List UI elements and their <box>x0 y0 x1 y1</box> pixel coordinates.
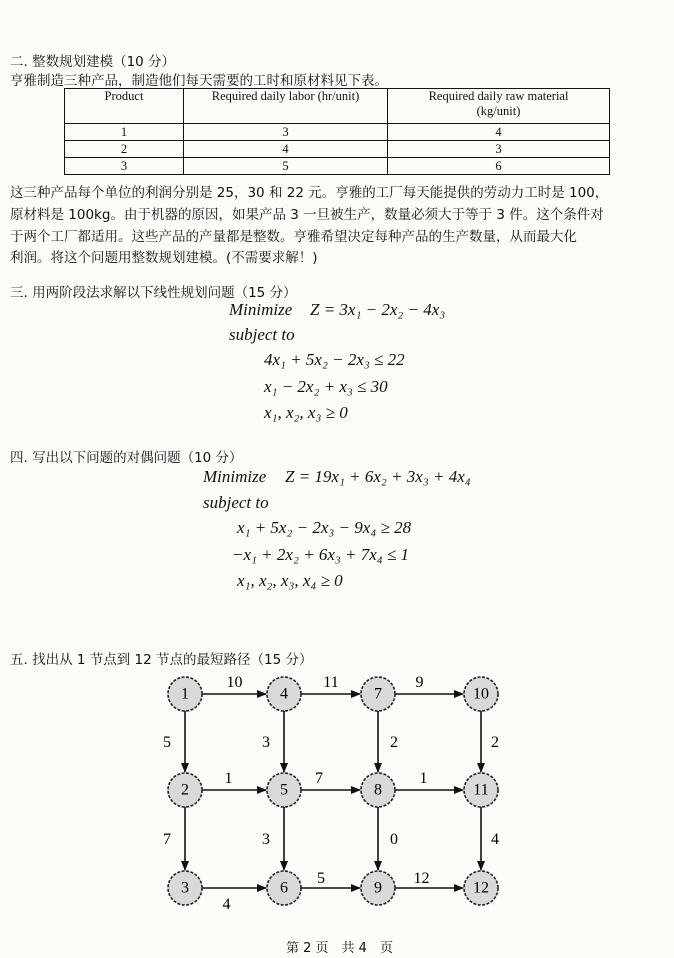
table-header-row <box>65 89 610 124</box>
table-row <box>65 141 610 158</box>
edge-weight-4-5: 3 <box>262 734 270 751</box>
edge-weight-7-10: 9 <box>415 674 424 691</box>
node-label: 7 <box>374 685 382 703</box>
node-label: 9 <box>374 879 382 897</box>
edge-weight-5-6: 3 <box>262 831 270 848</box>
edge-weight-9-12: 12 <box>413 870 430 887</box>
q2-body-line-3: 于两个工厂都适用。这些产品的产量都是整数。亨雅希望决定每种产品的生产数量，从而最大化 <box>10 229 577 245</box>
q4-constraint-2: −x₁ + 2x₂ + 6x₃ + 7x₄ ≤ 1 <box>232 545 410 564</box>
node-10 <box>464 677 498 711</box>
header-material-line2: (kg/unit) <box>476 104 521 118</box>
node-8 <box>361 773 395 807</box>
header-material-line1: Required daily raw material <box>428 89 569 103</box>
q2-body-line-2: 原材料是 100kg。由于机器的原因，如果产品 3 一旦被生产，数量必须大于等于 3 件。这个条件对 <box>10 207 604 223</box>
q3-subject-to: subject to <box>229 325 295 344</box>
q2-body-line-4: 利润。将这个问题用整数规划建模。(不需要求解！) <box>10 250 318 266</box>
table-row <box>65 158 610 175</box>
q4-nonneg: x₁, x₂, x₃, x₄ ≥ 0 <box>237 571 343 590</box>
node-label: 5 <box>280 781 288 799</box>
node-label: 11 <box>473 781 489 799</box>
edge-weight-10-11: 2 <box>491 734 499 751</box>
header-product: Product <box>65 89 184 124</box>
edge-weight-6-9: 5 <box>317 870 325 887</box>
edge-weight-4-7: 11 <box>323 674 339 691</box>
q3-constraint-2: x₁ − 2x₂ + x₃ ≤ 30 <box>264 377 388 396</box>
node-label: 2 <box>181 781 189 799</box>
q3-minimize-label: Minimize <box>229 300 293 319</box>
q2-body-line-1: 这三种产品每个单位的利润分别是 25，30 和 22 元。亨雅的工厂每天能提供的劳动力工时是 100， <box>10 185 609 201</box>
q3-nonneg: x₁, x₂, x₃ ≥ 0 <box>264 403 348 422</box>
header-material <box>388 89 610 124</box>
header-labor: Required daily labor (hr/unit) <box>184 89 388 124</box>
q3-constraint-1: 4x₁ + 5x₂ − 2x₃ ≤ 22 <box>264 350 405 369</box>
q3-heading: 三. 用两阶段法求解以下线性规划问题（15 分） <box>10 285 297 301</box>
node-11 <box>464 773 498 807</box>
edge-weight-8-9: 0 <box>390 831 398 848</box>
node-label: 8 <box>374 781 382 799</box>
table-cell: 4 <box>388 124 610 141</box>
edge-weight-8-11: 1 <box>419 770 428 787</box>
node-label: 12 <box>473 879 489 897</box>
table-cell: 6 <box>388 158 610 175</box>
node-6 <box>267 871 301 905</box>
q4-constraint-1: x₁ + 5x₂ − 2x₃ − 9x₄ ≥ 28 <box>237 518 412 537</box>
table-cell: 3 <box>388 141 610 158</box>
node-9 <box>361 871 395 905</box>
node-label: 10 <box>473 685 489 703</box>
network-diagram <box>150 660 530 920</box>
node-3 <box>168 871 202 905</box>
q2-intro: 亨雅制造三种产品，制造他们每天需要的工时和原材料见下表。 <box>10 73 388 89</box>
product-table <box>64 88 610 175</box>
edge-weight-1-4: 10 <box>226 674 243 691</box>
edge-weight-1-2: 5 <box>163 734 171 751</box>
node-label: 1 <box>181 685 189 703</box>
q2-heading: 二. 整数规划建模（10 分） <box>10 54 176 70</box>
node-label: 6 <box>280 879 288 897</box>
q4-objective: Z = 19x₁ + 6x₂ + 3x₃ + 4x₄ <box>285 467 471 486</box>
edge-weight-2-3: 7 <box>163 831 171 848</box>
edge-weight-2-5: 1 <box>224 770 233 787</box>
node-label: 4 <box>280 685 288 703</box>
q5-heading: 五. 找出从 1 节点到 12 节点的最短路径（15 分） <box>10 652 313 668</box>
node-5 <box>267 773 301 807</box>
table-cell: 4 <box>184 141 388 158</box>
edge-weight-7-8: 2 <box>390 734 398 751</box>
table-cell: 2 <box>65 141 184 158</box>
node-1 <box>168 677 202 711</box>
node-12 <box>464 871 498 905</box>
table-row <box>65 124 610 141</box>
q3-objective: Z = 3x₁ − 2x₂ − 4x₃ <box>310 300 446 319</box>
q4-subject-to: subject to <box>203 493 269 512</box>
q4-minimize-label: Minimize <box>203 467 267 486</box>
edge-weight-5-8: 7 <box>315 770 323 787</box>
node-7 <box>361 677 395 711</box>
page-footer: 第 2 页 共 4 页 <box>286 941 393 956</box>
table-cell: 5 <box>184 158 388 175</box>
table-cell: 3 <box>184 124 388 141</box>
edge-weight-3-6: 4 <box>222 896 231 913</box>
node-label: 3 <box>181 879 189 897</box>
q4-heading: 四. 写出以下问题的对偶问题（10 分） <box>10 450 243 466</box>
node-2 <box>168 773 202 807</box>
edge-weight-11-12: 4 <box>491 831 499 848</box>
table-cell: 3 <box>65 158 184 175</box>
node-4 <box>267 677 301 711</box>
table-cell: 1 <box>65 124 184 141</box>
